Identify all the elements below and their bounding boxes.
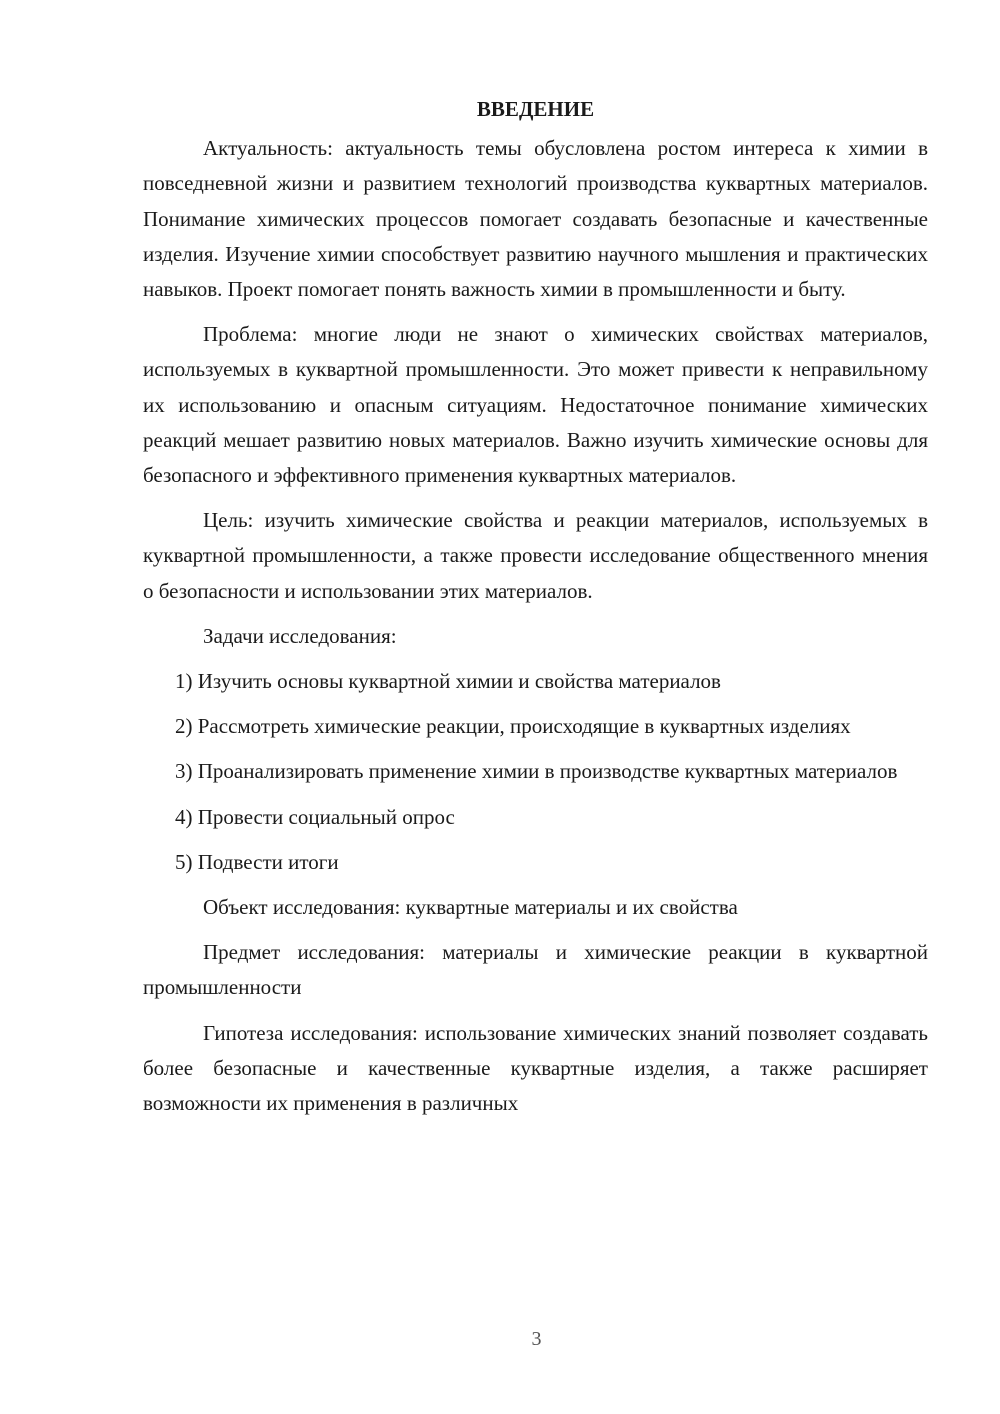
document-page xyxy=(143,92,928,1131)
subject-paragraph: Предмет исследования: материалы и химические реакции в куквартной промышленности xyxy=(143,940,928,1000)
task-item-2: 2) Рассмотреть химические реакции, происходящие в куквартных изделиях xyxy=(175,714,851,739)
goal-paragraph: Цель: изучить химические свойства и реакции материалов, используемых в куквартной промышленности, а также провести исследование общественного мнения о безопасности и использовании этих материалов. xyxy=(143,508,928,603)
task-item-5: 5) Подвести итоги xyxy=(175,849,339,874)
page-number: 3 xyxy=(531,1328,542,1350)
task-item-4: 4) Провести социальный опрос xyxy=(175,804,455,829)
relevance-paragraph: Актуальность: актуальность темы обусловлена ростом интереса к химии в повседневной жизни и развитием технологий производства куквартных материалов. Понимание химических процессов помогает создавать безопасные и качественные изделия. Изучение химии способствует развитию научного мышления и практических навыков. Проект помогает понять важность химии в промышленности и быту. xyxy=(143,136,928,302)
problem-paragraph: Проблема: многие люди не знают о химических свойствах материалов, используемых в куквартной промышленности. Это может привести к неправильному их использованию и опасным ситуациям. Недостаточное понимание химических реакций мешает развитию новых материалов. Важно изучить химические основы для безопасного и эффективного применения куквартных материалов. xyxy=(143,322,928,488)
tasks-heading: Задачи исследования: xyxy=(203,623,397,648)
task-item-3: 3) Проанализировать применение химии в производстве куквартных материалов xyxy=(175,759,898,784)
task-item-1: 1) Изучить основы куквартной химии и свойства материалов xyxy=(175,669,721,694)
page-title: ВВЕДЕНИЕ xyxy=(476,97,595,121)
hypothesis-paragraph: Гипотеза исследования: использование химических знаний позволяет создавать более безопасные и качественные куквартные изделия, а также расширяет возможности их применения в различных xyxy=(143,1020,928,1116)
object-paragraph: Объект исследования: куквартные материалы и их свойства xyxy=(203,895,738,920)
